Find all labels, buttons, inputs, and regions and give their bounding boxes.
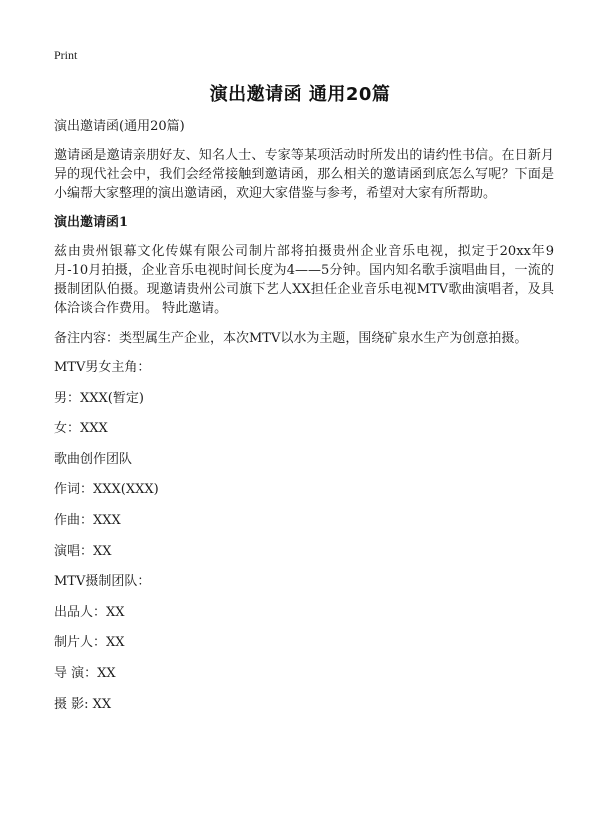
credit-line: 演唱：XX bbox=[54, 543, 112, 559]
section-heading: 演出邀请函1 bbox=[54, 215, 129, 230]
credit-line: MTV男女主角： bbox=[54, 360, 151, 375]
credit-line: 作曲：XXX bbox=[54, 512, 121, 528]
credit-line: 作词：XXX(XXX) bbox=[54, 482, 159, 498]
credit-line: 摄 影: XX bbox=[54, 696, 112, 712]
credit-line: 制片人：XX bbox=[54, 635, 125, 651]
section-body-paragraph: 兹由贵州银幕文化传媒有限公司制片部将拍摄贵州企业音乐电视，拟定于20xx年9月-10月拍摄，企业音乐电视时间长度为4——5分钟。国内知名歌手演唱曲目，一流的摄制团队伯摄。现邀请贵州公司旗下艺人XX担任企业音乐电视MTV歌曲演唱者，及具体洽谈合作费用。 特此邀请。 bbox=[54, 244, 554, 316]
print-label: Print bbox=[54, 48, 78, 62]
credit-line: 导 演：XX bbox=[54, 665, 116, 681]
document-subtitle: 演出邀请函(通用20篇) bbox=[54, 119, 185, 134]
credit-line: 歌曲创作团队 bbox=[54, 451, 133, 467]
credit-line: 男：XXX(暂定) bbox=[54, 390, 144, 406]
credit-line: 女：XXX bbox=[54, 421, 108, 437]
intro-paragraph: 邀请函是邀请亲朋好友、知名人士、专家等某项活动时所发出的请约性书信。在日新月异的现代社会中，我们会经常接触到邀请函，那么相关的邀请函到底怎么写呢？下面是小编帮大家整理的演出邀请函，欢迎大家借鉴与参考，希望对大家有所帮助。 bbox=[54, 148, 554, 201]
remark-paragraph: 备注内容：类型属生产企业，本次MTV以水为主题，围绕矿泉水生产为创意拍摄。 bbox=[54, 331, 528, 346]
credit-line: MTV摄制团队： bbox=[54, 574, 151, 590]
credit-line: 出品人：XX bbox=[54, 604, 125, 620]
document-title: 演出邀请函 通用20篇 bbox=[209, 84, 391, 105]
document-body bbox=[54, 118, 554, 726]
